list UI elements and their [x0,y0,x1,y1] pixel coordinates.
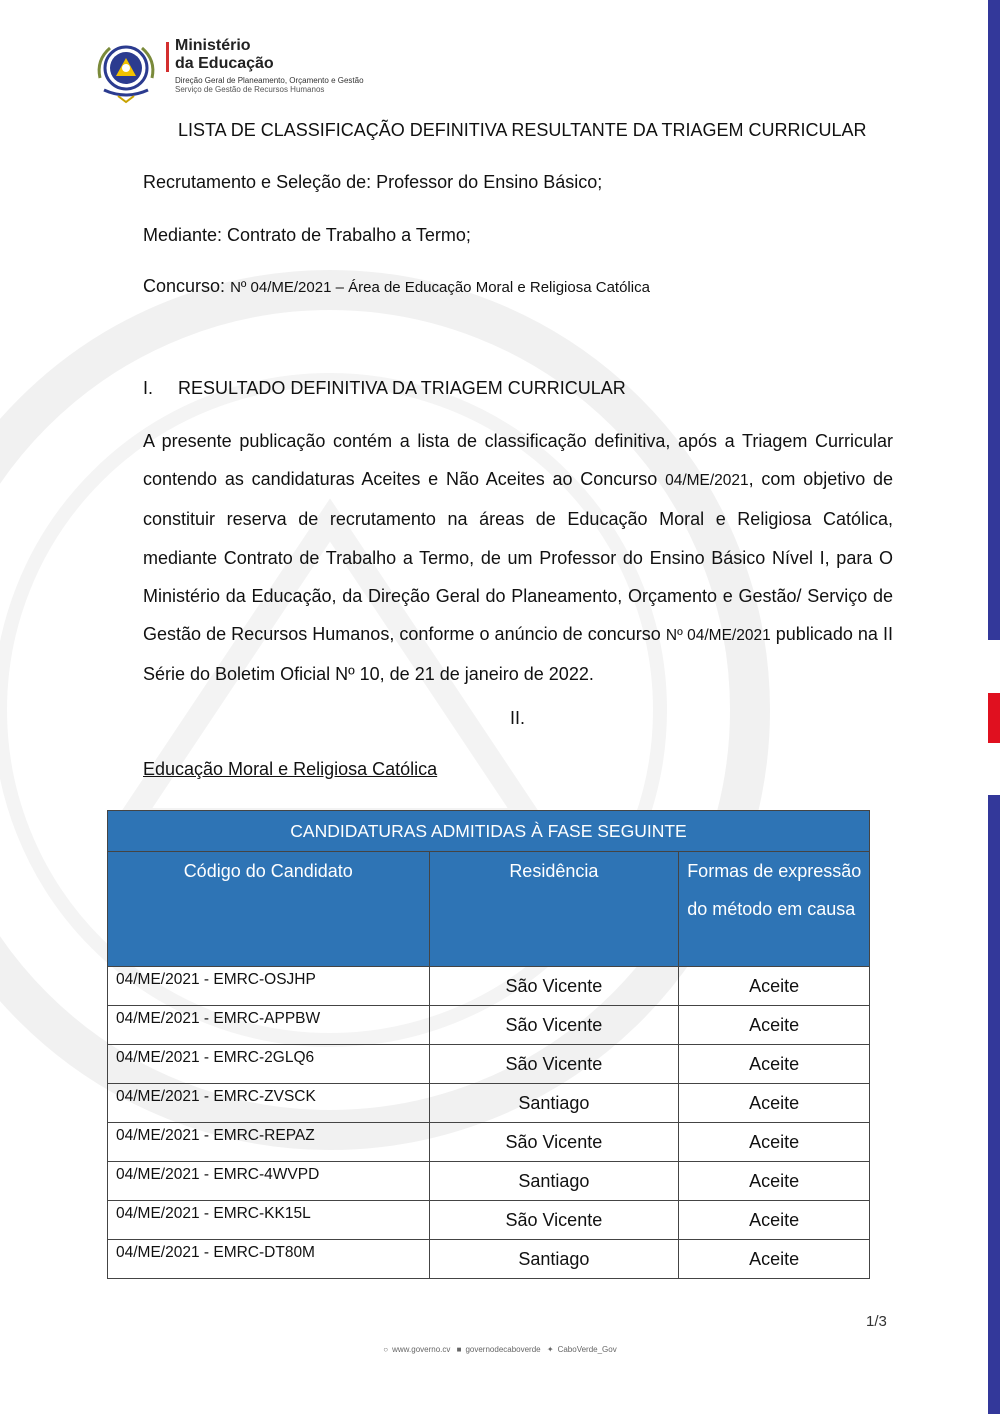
section-1-number: I. [143,378,154,398]
table-header-row [108,852,870,967]
concurso-line [143,276,650,297]
table-row [108,967,870,1006]
candidate-residence: Santiago [429,1240,679,1279]
candidate-status: Aceite [679,1006,870,1045]
candidate-code: 04/ME/2021 - EMRC-4WVPD [108,1162,430,1201]
candidate-code: 04/ME/2021 - EMRC-KK15L [108,1201,430,1240]
org-subtitle-2: Serviço de Gestão de Recursos Humanos [175,85,325,94]
candidate-code: 04/ME/2021 - EMRC-ZVSCK [108,1084,430,1123]
document-title: LISTA DE CLASSIFICAÇÃO DEFINITIVA RESULTANTE DA TRIAGEM CURRICULAR [178,120,867,140]
candidate-code: 04/ME/2021 - EMRC-OSJHP [108,967,430,1006]
table-row [108,1123,870,1162]
candidate-status: Aceite [679,967,870,1006]
candidate-code: 04/ME/2021 - EMRC-REPAZ [108,1123,430,1162]
table-row [108,1045,870,1084]
candidate-residence: São Vicente [429,1123,679,1162]
mediante-line: Mediante: Contrato de Trabalho a Termo; [143,225,471,245]
section-2-number: II. [509,708,525,728]
section-1-title: RESULTADO DEFINITIVA DA TRIAGEM CURRICULAR [178,378,626,398]
recruitment-line: Recrutamento e Seleção de: Professor do Ensino Básico; [143,172,603,192]
twitter-icon: ✦ [546,1345,554,1354]
edge-bar-blue-top [988,0,1000,640]
globe-icon: ○ [383,1345,389,1354]
footer-facebook[interactable]: governodecaboverde [465,1345,541,1354]
org-subtitle-1: Direção Geral de Planeamento, Orçamento e Gestão [175,76,364,85]
candidates-table [107,810,870,1279]
table-row [108,1201,870,1240]
table-banner: CANDIDATURAS ADMITIDAS À FASE SEGUINTE [108,811,870,852]
footer [0,1345,1000,1354]
candidate-status: Aceite [679,1045,870,1084]
table-row [108,1006,870,1045]
candidate-status: Aceite [679,1084,870,1123]
facebook-icon: ■ [456,1345,462,1354]
para-code-2: Nº 04/ME/2021 [665,627,771,645]
candidate-residence: Santiago [429,1084,679,1123]
col-header-residence: Residência [429,852,679,967]
para-code-1: 04/ME/2021 [665,472,749,490]
ministry-logo [90,38,364,106]
candidate-status: Aceite [679,1240,870,1279]
section-1-paragraph [143,422,893,693]
concurso-value: Nº 04/ME/2021 – Área de Educação Moral e Religiosa Católica [230,279,650,296]
candidate-residence: São Vicente [429,1045,679,1084]
org-name-line2: da Educação [175,55,274,72]
candidate-status: Aceite [679,1123,870,1162]
footer-twitter[interactable]: CaboVerde_Gov [557,1345,617,1354]
candidate-residence: São Vicente [429,1201,679,1240]
para-text-1: A presente publicação contém a lista de classificação definitiva, após a Triagem Curricular contendo as candidaturas Aceites e Não Aceites ao Concurso [143,431,893,490]
page-number: 1/3 [866,1313,887,1330]
candidate-residence: São Vicente [429,967,679,1006]
coat-of-arms-icon [90,38,162,106]
table-banner-row [108,811,870,852]
candidate-residence: São Vicente [429,1006,679,1045]
table-row [108,1084,870,1123]
col-header-code: Código do Candidato [108,852,430,967]
table-row [108,1240,870,1279]
para-text-3: publicado na II Série do Boletim Oficial Nº 10, de 21 de janeiro de 2022. [143,624,893,685]
candidate-residence: Santiago [429,1162,679,1201]
edge-bar-blue-bottom [988,795,1000,1414]
table-row [108,1162,870,1201]
candidate-code: 04/ME/2021 - EMRC-DT80M [108,1240,430,1279]
logo-divider [166,42,169,72]
candidate-code: 04/ME/2021 - EMRC-2GLQ6 [108,1045,430,1084]
col-header-expression: Formas de expressão do método em causa [679,852,870,967]
concurso-label: Concurso: [143,276,226,296]
section-2-subheading: Educação Moral e Religiosa Católica [143,759,438,779]
section-1-heading [143,378,626,399]
org-name-line1: Ministério [175,37,251,54]
para-text-2: , com objetivo de constituir reserva de recrutamento na áreas de Educação Moral e Religiosa Católica, mediante Contrato de Trabalho a Termo, de um Professor do Ensino Básico Nível I, para O Ministério da Educação, da Direção Geral do Planeamento, Orçamento e Gestão/ Serviço de Gestão de Recursos Humanos, conforme o anúncio de concurso [143,469,893,645]
candidate-status: Aceite [679,1201,870,1240]
footer-website[interactable]: www.governo.cv [392,1345,451,1354]
candidate-code: 04/ME/2021 - EMRC-APPBW [108,1006,430,1045]
candidate-status: Aceite [679,1162,870,1201]
